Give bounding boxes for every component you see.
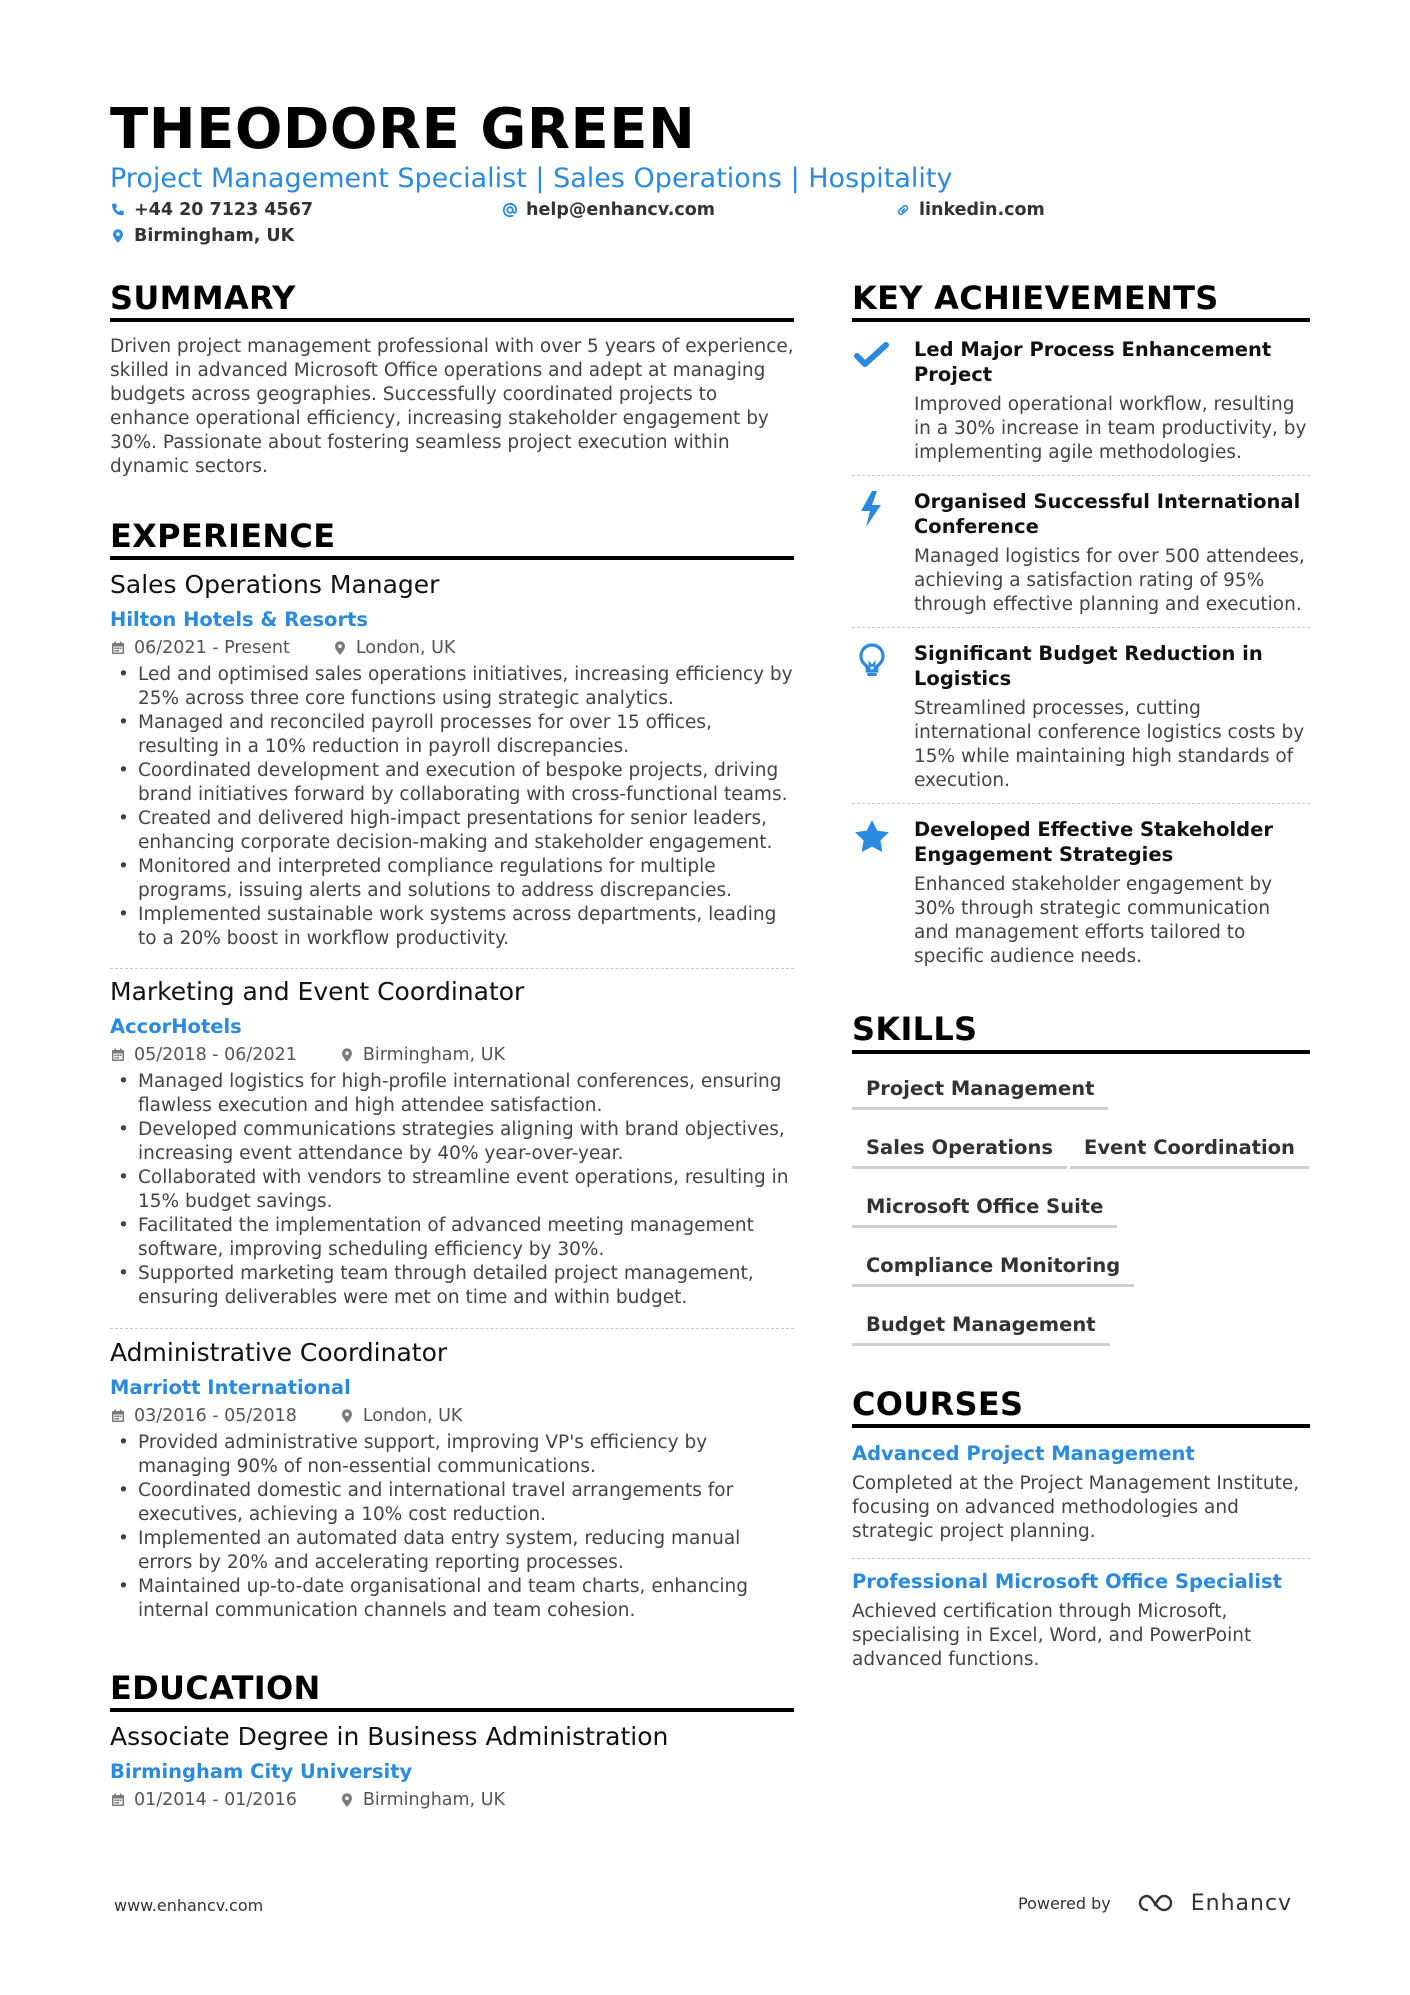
calendar-icon xyxy=(110,1408,126,1424)
job-location: Birmingham, UK xyxy=(362,1045,505,1065)
education-school: Birmingham City University xyxy=(110,1760,413,1783)
candidate-name: THEODORE GREEN xyxy=(110,97,696,162)
summary-heading: SUMMARY xyxy=(110,279,296,317)
achievement-title: Led Major Process Enhancement Project xyxy=(914,338,1272,386)
email-text[interactable]: help@enhancv.com xyxy=(526,200,716,220)
location-pin-icon xyxy=(332,640,348,656)
contact-location xyxy=(110,224,294,248)
job-title: Administrative Coordinator xyxy=(110,1338,448,1367)
job-entry xyxy=(110,568,794,951)
job-entry xyxy=(110,975,794,1310)
job-bullet: • Managed logistics for high-profile international conferences, ensuring flawless execution and high attendee satisfaction. xyxy=(110,1070,794,1118)
course-desc: Achieved certification through Microsoft, specialising in Excel, Word, and PowerPoint advanced functions. xyxy=(852,1601,1252,1670)
education-location: Birmingham, UK xyxy=(362,1790,505,1810)
job-bullet: • Managed and reconciled payroll processes for over 15 offices, resulting in a 10% reduction in payroll discrepancies. xyxy=(110,711,794,759)
achievement-title: Developed Effective Stakeholder Engagement Strategies xyxy=(914,818,1273,866)
footer-branding xyxy=(1018,1890,1292,1916)
job-bullets xyxy=(110,1070,794,1310)
course-desc: Completed at the Project Management Institute, focusing on advanced methodologies and strategic project planning. xyxy=(852,1473,1300,1542)
job-dates: 06/2021 - Present xyxy=(134,638,290,658)
experience-rule xyxy=(110,556,794,560)
job-bullet: • Collaborated with vendors to streamline event operations, resulting in 15% budget savings. xyxy=(110,1166,794,1214)
job-location: London, UK xyxy=(362,1406,463,1426)
brand-text: Enhancv xyxy=(1190,1890,1293,1916)
job-bullet: • Supported marketing team through detailed project management, ensuring deliverables were met on time and within budget. xyxy=(110,1262,794,1310)
job-bullet: • Created and delivered high-impact presentations for senior leaders, enhancing corporate decision-making and stakeholder engagement. xyxy=(110,807,794,855)
skills-rule xyxy=(852,1050,1310,1054)
achievement-desc: Enhanced stakeholder engagement by 30% through strategic communication and management efforts tailored to specific audience needs. xyxy=(914,874,1273,967)
course-title: Advanced Project Management xyxy=(852,1442,1195,1465)
contact-email[interactable] xyxy=(502,198,715,222)
job-title: Marketing and Event Coordinator xyxy=(110,977,525,1006)
lightning-icon xyxy=(852,489,892,529)
courses-heading: COURSES xyxy=(852,1385,1024,1423)
location-pin-icon xyxy=(339,1047,355,1063)
job-bullet: • Coordinated domestic and international travel arrangements for executives, achieving a 10% cost reduction. xyxy=(110,1479,794,1527)
linkedin-text[interactable]: linkedin.com xyxy=(919,200,1045,220)
achievement-title: Significant Budget Reduction in Logistics xyxy=(914,642,1263,690)
job-dates: 05/2018 - 06/2021 xyxy=(134,1045,297,1065)
checkmark-icon xyxy=(852,337,892,377)
skill-tag: Microsoft Office Suite xyxy=(852,1188,1117,1228)
job-meta xyxy=(110,1403,794,1429)
achievement-desc: Managed logistics for over 500 attendees, achieving a satisfaction rating of 95% through effective planning and execution. xyxy=(914,546,1305,615)
job-bullet: • Led and optimised sales operations initiatives, increasing efficiency by 25% across three core functions using strategic analytics. xyxy=(110,663,794,711)
job-bullet: • Provided administrative support, improving VP's efficiency by managing 90% of non-essential communications. xyxy=(110,1431,794,1479)
achievement-desc: Streamlined processes, cutting international conference logistics costs by 15% while maintaining high standards of execution. xyxy=(914,698,1305,791)
at-sign-icon xyxy=(502,202,518,218)
job-company: Marriott International xyxy=(110,1376,351,1399)
job-title: Sales Operations Manager xyxy=(110,570,440,599)
location-pin-icon xyxy=(339,1408,355,1424)
achievements-heading: KEY ACHIEVEMENTS xyxy=(852,279,1219,317)
lightbulb-icon xyxy=(852,641,892,681)
job-bullets xyxy=(110,1431,794,1623)
job-divider xyxy=(110,968,794,969)
job-bullet: • Facilitated the implementation of advanced meeting management software, improving scheduling efficiency by 30%. xyxy=(110,1214,794,1262)
powered-by-text: Powered by xyxy=(1018,1893,1111,1913)
skill-tag: Event Coordination xyxy=(1070,1129,1309,1169)
experience-heading: EXPERIENCE xyxy=(110,517,336,555)
location-text: Birmingham, UK xyxy=(134,226,295,246)
link-icon xyxy=(895,202,911,218)
summary-rule xyxy=(110,318,794,322)
job-bullet: • Developed communications strategies aligning with brand objectives, increasing event attendance by 40% year-over-year. xyxy=(110,1118,794,1166)
job-bullets xyxy=(110,663,794,951)
achievement-title: Organised Successful International Conference xyxy=(914,490,1301,538)
education-degree: Associate Degree in Business Administration xyxy=(110,1722,669,1751)
courses-rule xyxy=(852,1424,1310,1428)
education-heading: EDUCATION xyxy=(110,1669,321,1707)
contact-phone xyxy=(110,198,313,222)
job-company: Hilton Hotels & Resorts xyxy=(110,608,369,631)
skill-tag: Project Management xyxy=(852,1070,1108,1110)
job-divider xyxy=(110,1328,794,1329)
achievement-desc: Improved operational workflow, resulting in a 30% increase in team productivity, by implementing agile methodologies. xyxy=(914,394,1307,463)
phone-text: +44 20 7123 4567 xyxy=(134,200,314,220)
calendar-icon xyxy=(110,640,126,656)
job-bullet: • Implemented sustainable work systems across departments, leading to a 20% boost in workflow productivity. xyxy=(110,903,794,951)
job-bullet: • Implemented an automated data entry system, reducing manual errors by 20% and accelerating reporting processes. xyxy=(110,1527,794,1575)
achievement-divider xyxy=(852,627,1310,628)
phone-icon xyxy=(110,202,126,218)
location-pin-icon xyxy=(339,1792,355,1808)
star-icon xyxy=(852,817,892,857)
skill-tag: Compliance Monitoring xyxy=(852,1247,1134,1287)
calendar-icon xyxy=(110,1792,126,1808)
job-company: AccorHotels xyxy=(110,1015,242,1038)
footer-website[interactable]: www.enhancv.com xyxy=(114,1896,264,1915)
skill-tag: Sales Operations xyxy=(852,1129,1067,1169)
job-entry xyxy=(110,1336,794,1623)
job-dates: 03/2016 - 05/2018 xyxy=(134,1406,297,1426)
location-pin-icon xyxy=(110,228,126,244)
enhancv-logo xyxy=(1133,1890,1292,1916)
job-bullet: • Maintained up-to-date organisational and team charts, enhancing internal communication channels and team cohesion. xyxy=(110,1575,794,1623)
candidate-title: Project Management Specialist | Sales Operations | Hospitality xyxy=(110,163,953,194)
course-divider xyxy=(852,1558,1310,1559)
enhancv-logo-icon xyxy=(1133,1890,1181,1916)
job-bullet: • Coordinated development and execution of bespoke projects, driving brand initiatives forward by collaborating with cross-functional teams. xyxy=(110,759,794,807)
achievements-rule xyxy=(852,318,1310,322)
job-location: London, UK xyxy=(355,638,456,658)
job-bullet: • Monitored and interpreted compliance regulations for multiple programs, issuing alerts and solutions to address discrepancies. xyxy=(110,855,794,903)
summary-text: Driven project management professional with over 5 years of experience, skilled in advanced Microsoft Office operations and adept at managing budgets across geographies. Successfully coordinated projects to enhance operational efficiency, increasing stakeholder engagement by 30%. Passionate about fostering seamless project execution within dynamic sectors. xyxy=(110,336,794,477)
education-dates: 01/2014 - 01/2016 xyxy=(134,1790,297,1810)
achievement-divider xyxy=(852,803,1310,804)
job-meta xyxy=(110,635,794,661)
education-entry xyxy=(110,1720,794,1813)
achievement-divider xyxy=(852,475,1310,476)
job-meta xyxy=(110,1042,794,1068)
education-meta xyxy=(110,1787,794,1813)
calendar-icon xyxy=(110,1047,126,1063)
contact-linkedin[interactable] xyxy=(895,198,1045,222)
skill-tag: Budget Management xyxy=(852,1306,1110,1346)
skills-heading: SKILLS xyxy=(852,1010,978,1048)
education-rule xyxy=(110,1708,794,1712)
course-title: Professional Microsoft Office Specialist xyxy=(852,1570,1282,1593)
